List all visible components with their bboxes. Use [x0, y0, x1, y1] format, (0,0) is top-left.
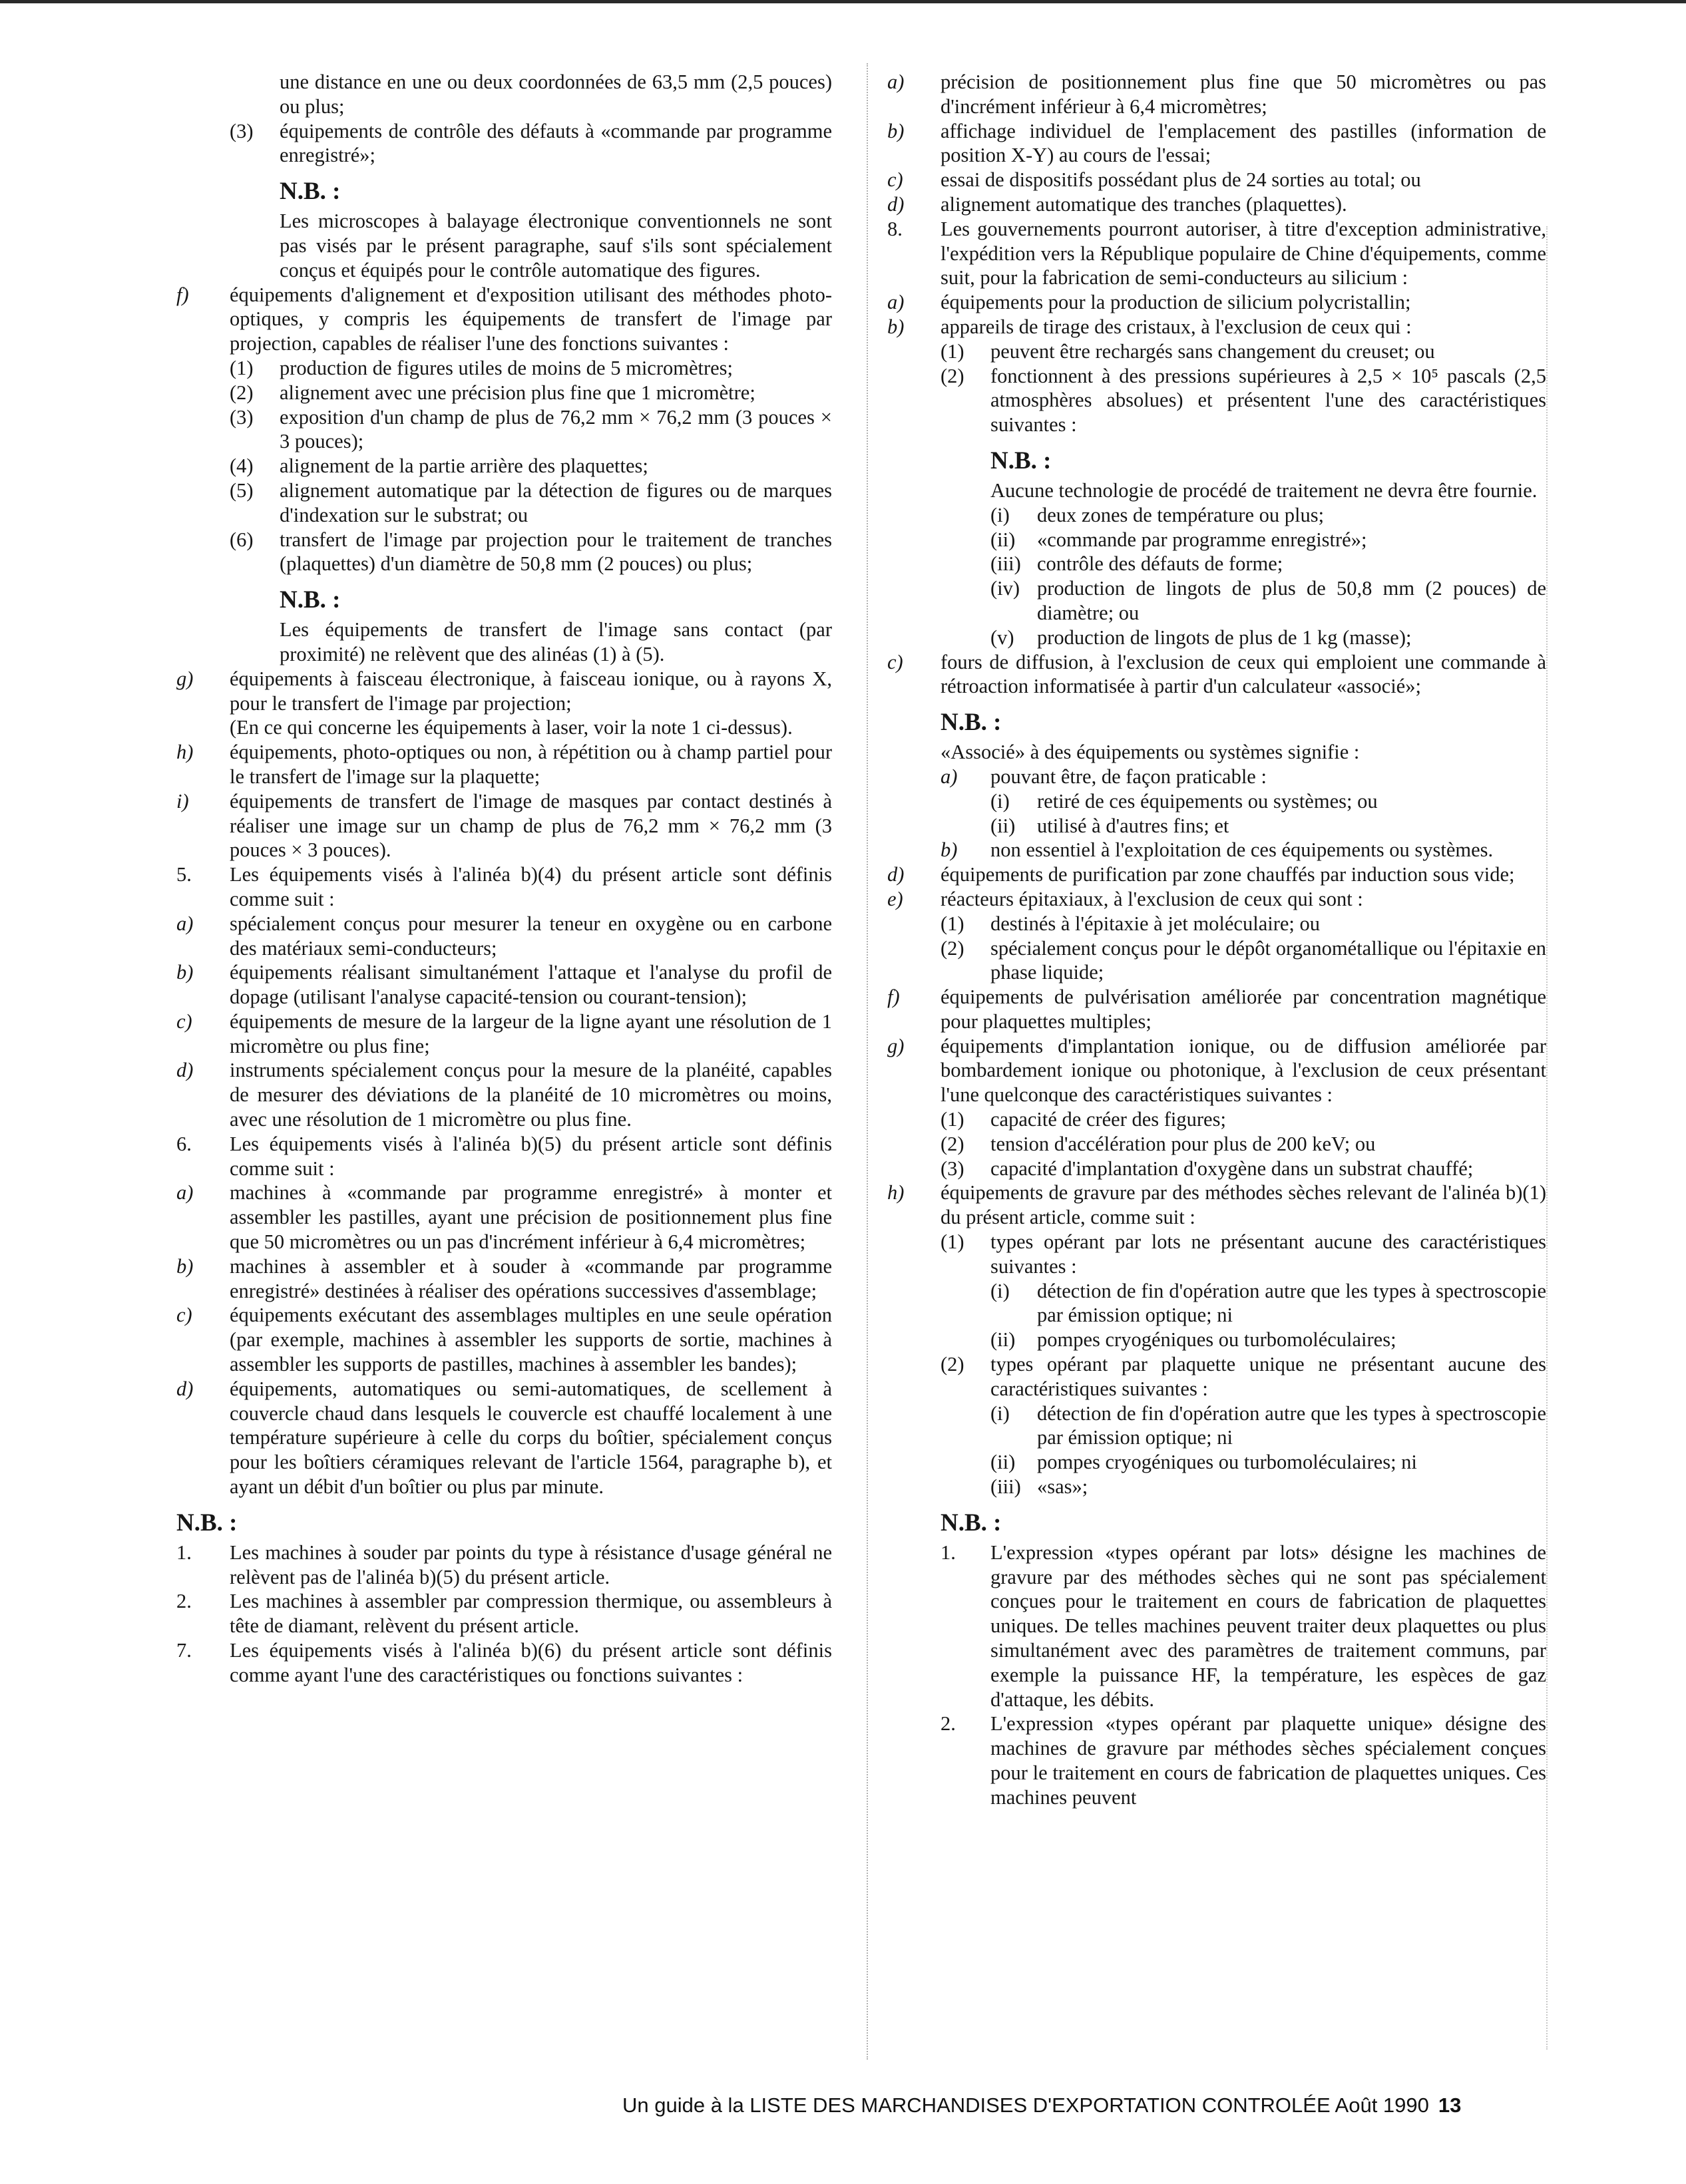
item-text: équipements réalisant simultanément l'attaque et l'analyse du profil de dopage (utilisant l'analyse capacité-tension ou courant-tension); [230, 961, 832, 1009]
item-text: alignement automatique des tranches (plaquettes). [941, 192, 1347, 216]
list-item [176, 1589, 832, 1638]
item-text: précision de positionnement plus fine que 50 micromètres ou pas d'incrément inférieur à 6,4 micromètres; [941, 71, 1546, 118]
list-item [990, 1401, 1546, 1451]
item-marker: d) [887, 863, 905, 886]
list-item [176, 1303, 832, 1376]
list-item [176, 912, 832, 961]
list-item [230, 478, 832, 528]
list-item [990, 1475, 1546, 1499]
item-marker: h) [887, 1181, 905, 1204]
list-item [176, 1377, 832, 1499]
item-text: machines à «commande par programme enregistré» à monter et assembler les pastilles, ayant une précision de positionnement plus fine que 50 micromètres ou un pas d'incrément inférieur à 6,4 micromètres; [230, 1181, 832, 1254]
item-text: équipements de purification par zone chauffés par induction sous vide; [941, 863, 1515, 886]
item-text: contrôle des défauts de forme; [1037, 552, 1283, 576]
item-text: L'expression «types opérant par plaquette unique» désigne des machines de gravure par méthodes sèches spécialement conçues pour le traitement en cours de fabrication de plaquettes uniques. Ces machines peuvent [990, 1712, 1546, 1809]
nb-heading: N.B. : [941, 1509, 1002, 1537]
item-marker: 1. [941, 1541, 956, 1564]
item-marker: (3) [230, 405, 254, 429]
item-marker: (i) [990, 1401, 1010, 1425]
paragraph-body: «Associé» à des équipements ou systèmes signifie : [941, 741, 1360, 764]
item-marker: b) [887, 315, 905, 338]
list-item [990, 576, 1546, 626]
list-item [230, 528, 832, 577]
list-item [941, 1230, 1546, 1279]
item-text: exposition d'un champ de plus de 76,2 mm × 76,2 mm (3 pouces × 3 pouces); [280, 405, 832, 453]
item-text: Les équipements visés à l'alinéa b)(4) du présent article sont définis comme suit : [230, 863, 832, 910]
item-text: détection de fin d'opération autre que les types à spectroscopie par émission optique; ni [1037, 1401, 1546, 1449]
list-item [230, 381, 832, 405]
paragraph-body: une distance en une ou deux coordonnées de 63,5 mm (2,5 pouces) ou plus; [280, 71, 832, 118]
list-item [887, 985, 1546, 1034]
numbered-paragraph [176, 862, 832, 912]
item-text: alignement avec une précision plus fine que 1 micromètre; [280, 381, 755, 404]
item-text: équipements de transfert de l'image de masques par contact destinés à réaliser une image sur un champ de plus de 76,2 mm × 76,2 mm (3 pouces × 3 pouces). [230, 789, 832, 862]
list-item [887, 1181, 1546, 1230]
item-text: Les équipements visés à l'alinéa b)(5) du présent article sont définis comme suit : [230, 1132, 832, 1180]
item-text: spécialement conçus pour mesurer la teneur en oxygène ou en carbone des matériaux semi-conducteurs; [230, 912, 832, 960]
item-text: L'expression «types opérant par lots» désigne les machines de gravure par des méthodes sèches qui ne sont pas spécialement conçues pour le traitement en cours de fabrication de plaquettes uniques. De telles machines peuvent traiter deux plaquettes ou plus simultanément avec des paramètres de traitement communs, par exemple la puissance HF, la température, les espèces de gaz d'attaque, les débits. [990, 1541, 1546, 1711]
item-text: réacteurs épitaxiaux, à l'exclusion de ceux qui sont : [941, 887, 1363, 910]
right-margin-line [1546, 226, 1548, 2050]
item-text: instruments spécialement conçus pour la mesure de la planéité, capables de mesurer des déviations de la planéité de 10 micromètres ou moins, avec une résolution de 1 micromètre ou plus fine. [230, 1059, 832, 1131]
list-item [941, 936, 1546, 986]
item-text: Les équipements visés à l'alinéa b)(6) du présent article sont définis comme ayant l'une des caractéristiques ou fonctions suivantes : [230, 1639, 832, 1686]
item-text: Les gouvernements pourront autoriser, à titre d'exception administrative, l'expédition vers la République populaire de Chine d'équipements, comme suit, pour la fabrication de semi-conducteurs au silicium : [941, 217, 1546, 289]
list-item [887, 119, 1546, 168]
paragraph-text [280, 618, 832, 667]
item-text: pompes cryogéniques ou turbomoléculaires; [1037, 1328, 1396, 1352]
footer-title: Un guide à la LISTE DES MARCHANDISES D'EXPORTATION CONTROLÉE Août 1990 [622, 2093, 1429, 2117]
item-text: affichage individuel de l'emplacement des pastilles (information de position X-Y) au cours de l'essai; [941, 119, 1546, 167]
item-marker: (2) [941, 364, 964, 387]
item-marker: 1. [176, 1541, 192, 1564]
list-item [230, 454, 832, 478]
item-text: fours de diffusion, à l'exclusion de ceux qui emploient une commande à rétroaction informatisée à partir d'un calculateur «associé»; [941, 650, 1546, 698]
item-marker: (3) [941, 1157, 964, 1180]
item-marker: (i) [990, 1279, 1010, 1302]
item-text: «sas»; [1037, 1475, 1088, 1499]
item-marker: (i) [990, 503, 1010, 526]
list-item [887, 168, 1546, 192]
item-marker: b) [887, 119, 905, 142]
item-marker: 2. [176, 1590, 192, 1613]
list-item [990, 552, 1546, 576]
item-text: équipements, automatiques ou semi-automatiques, de scellement à couvercle chaud dans lesquels le couvercle est chauffé localement à une température supérieure à celle du corps du boîtier, spécialement conçus pour les boîtiers céramiques relevant de l'article 1564, paragraphe b), et ayant un débit d'un boîtier ou plus par minute. [230, 1377, 832, 1499]
paragraph-text [941, 740, 1546, 765]
nb-heading: N.B. : [280, 178, 341, 206]
numbered-paragraph [176, 1638, 832, 1688]
item-text: tension d'accélération pour plus de 200 keV; ou [990, 1132, 1376, 1155]
item-text: production de lingots de plus de 1 kg (masse); [1037, 626, 1412, 649]
item-marker: g) [887, 1034, 905, 1057]
list-item [990, 1450, 1546, 1475]
page-number: 13 [1438, 2093, 1462, 2117]
item-marker: (2) [941, 1132, 964, 1155]
list-item [230, 405, 832, 455]
list-item [941, 912, 1546, 936]
item-marker: c) [176, 1304, 192, 1327]
list-item [990, 1279, 1546, 1328]
item-marker: (ii) [990, 1451, 1016, 1474]
item-marker: (1) [941, 1230, 964, 1254]
list-item [941, 1157, 1546, 1181]
list-item [941, 1712, 1546, 1809]
paragraph-text [280, 70, 832, 119]
paragraph-text [280, 209, 832, 282]
item-text: types opérant par plaquette unique ne présentant aucune des caractéristiques suivantes : [990, 1353, 1546, 1400]
list-item [887, 192, 1546, 217]
item-marker: (6) [230, 528, 254, 551]
item-marker: (1) [941, 339, 964, 363]
item-text: équipements de gravure par des méthodes sèches relevant de l'alinéa b)(1) du présent article, comme suit : [941, 1181, 1546, 1229]
item-marker: i) [176, 789, 189, 813]
item-text: équipements à faisceau électronique, à faisceau ionique, ou à rayons X, pour le transfert de l'image par projection; [230, 667, 832, 715]
item-text: équipements de mesure de la largeur de la ligne ayant une résolution de 1 micromètre ou plus fine; [230, 1009, 832, 1057]
list-item [887, 887, 1546, 912]
item-marker: a) [887, 291, 905, 314]
item-text: production de lingots de plus de 50,8 mm (2 pouces) de diamètre; ou [1037, 577, 1546, 624]
item-text: peuvent être rechargés sans changement du creuset; ou [990, 339, 1435, 363]
item-marker: 8. [887, 217, 903, 240]
item-marker: a) [887, 71, 905, 93]
left-column [176, 70, 832, 1688]
column-divider [867, 63, 868, 2060]
item-text: essai de dispositifs possédant plus de 24 sorties au total; ou [941, 168, 1421, 192]
numbered-paragraph [176, 1132, 832, 1181]
item-marker: 6. [176, 1132, 192, 1155]
item-marker: b) [176, 961, 194, 984]
item-marker: f) [887, 986, 900, 1009]
list-item [990, 626, 1546, 650]
list-item [941, 1352, 1546, 1401]
item-text: fonctionnent à des pressions supérieures à 2,5 × 10⁵ pascals (2,5 atmosphères absolues) et présentent l'une des caractéristiques suivantes : [990, 364, 1546, 437]
item-text: deux zones de température ou plus; [1037, 503, 1325, 526]
list-item [887, 862, 1546, 887]
list-item [941, 1107, 1546, 1132]
item-marker: (3) [230, 119, 254, 142]
list-item [176, 740, 832, 789]
item-marker: (1) [941, 912, 964, 935]
item-text: pompes cryogéniques ou turbomoléculaires; ni [1037, 1451, 1417, 1474]
list-item [887, 650, 1546, 699]
item-text: équipements pour la production de silicium polycristallin; [941, 291, 1411, 314]
item-text: équipements d'implantation ionique, ou de diffusion améliorée par bombardement ionique ou photonique, à l'exclusion de ceux présentant l'une quelconque des caractéristiques suivantes : [941, 1034, 1546, 1107]
item-marker: (ii) [990, 528, 1016, 551]
item-marker: b) [176, 1254, 194, 1278]
list-item [990, 789, 1546, 814]
item-marker: c) [887, 168, 903, 192]
item-marker: a) [176, 1181, 194, 1204]
list-item [941, 339, 1546, 364]
item-text: machines à assembler et à souder à «commande par programme enregistré» destinées à réaliser des opérations successives d'assemblage; [230, 1254, 832, 1302]
list-item [990, 814, 1546, 838]
list-item [990, 1328, 1546, 1352]
item-marker: (4) [230, 455, 254, 478]
nb-heading: N.B. : [176, 1509, 238, 1537]
item-marker: (1) [941, 1108, 964, 1131]
list-item [941, 765, 1546, 789]
item-marker: e) [887, 887, 903, 910]
list-item [941, 1132, 1546, 1157]
list-item [941, 364, 1546, 437]
item-text: capacité de créer des figures; [990, 1108, 1226, 1131]
list-item [176, 1541, 832, 1590]
list-item [176, 960, 832, 1009]
item-text: destinés à l'épitaxie à jet moléculaire; ou [990, 912, 1320, 935]
list-item [887, 1034, 1546, 1107]
paragraph-text [230, 715, 832, 740]
list-item [941, 838, 1546, 862]
paragraph-body: Aucune technologie de procédé de traitement ne devra être fournie. [990, 478, 1538, 502]
list-item [176, 1058, 832, 1131]
item-text: pouvant être, de façon praticable : [990, 765, 1267, 788]
item-text: spécialement conçus pour le dépôt organométallique ou l'épitaxie en phase liquide; [990, 936, 1546, 984]
item-marker: (v) [990, 626, 1014, 649]
page-footer [622, 2093, 1568, 2117]
item-marker: 7. [176, 1639, 192, 1662]
item-text: équipements de pulvérisation améliorée par concentration magnétique pour plaquettes multiples; [941, 986, 1546, 1033]
item-marker: a) [941, 765, 958, 788]
item-marker: h) [176, 741, 194, 764]
item-marker: (iii) [990, 1475, 1021, 1499]
item-marker: (i) [990, 789, 1010, 813]
paragraph-body: (En ce qui concerne les équipements à laser, voir la note 1 ci-dessus). [230, 716, 793, 739]
item-marker: 5. [176, 863, 192, 886]
item-marker: (5) [230, 478, 254, 502]
list-item [990, 528, 1546, 552]
top-border [0, 0, 1686, 3]
item-text: utilisé à d'autres fins; et [1037, 814, 1229, 837]
item-text: équipements exécutant des assemblages multiples en une seule opération (par exemple, machines à assembler les supports de sortie, machines à assembler les supports de pastilles, machines à assembler les bandes); [230, 1304, 832, 1376]
item-text: détection de fin d'opération autre que les types à spectroscopie par émission optique; ni [1037, 1279, 1546, 1327]
item-marker: (2) [230, 381, 254, 404]
item-text: transfert de l'image par projection pour le traitement de tranches (plaquettes) d'un diamètre de 50,8 mm (2 pouces) ou plus; [280, 528, 832, 576]
item-marker: f) [176, 283, 189, 306]
item-marker: g) [176, 667, 194, 690]
item-marker: c) [887, 650, 903, 673]
nb-heading: N.B. : [990, 447, 1052, 474]
paragraph-body: Les microscopes à balayage électronique conventionnels ne sont pas visés par le présent paragraphe, sauf s'ils sont spécialement conçus et équipés pour le contrôle automatique des figures. [280, 210, 832, 281]
item-text: alignement automatique par la détection de figures ou de marques d'indexation sur le substrat; ou [280, 478, 832, 526]
item-text: types opérant par lots ne présentant aucune des caractéristiques suivantes : [990, 1230, 1546, 1278]
item-text: «commande par programme enregistré»; [1037, 528, 1367, 551]
item-text: alignement de la partie arrière des plaquettes; [280, 455, 648, 478]
item-text: Les machines à souder par points du type à résistance d'usage général ne relèvent pas de l'alinéa b)(5) du présent article. [230, 1541, 832, 1588]
item-text: équipements, photo-optiques ou non, à répétition ou à champ partiel pour le transfert de l'image sur la plaquette; [230, 741, 832, 788]
item-text: capacité d'implantation d'oxygène dans un substrat chauffé; [990, 1157, 1474, 1180]
list-item [176, 667, 832, 716]
item-marker: d) [887, 192, 905, 216]
item-text: production de figures utiles de moins de 5 micromètres; [280, 356, 734, 379]
list-item [230, 356, 832, 381]
item-marker: b) [941, 838, 958, 862]
list-item [176, 1254, 832, 1304]
item-text: équipements d'alignement et d'exposition utilisant des méthodes photo-optiques, y compris les équipements de transfert de l'image par projection, capables de réaliser l'une des fonctions suivantes : [230, 283, 832, 355]
list-item [887, 290, 1546, 315]
paragraph-text [990, 478, 1546, 503]
item-marker: (iv) [990, 577, 1020, 600]
list-item [176, 1181, 832, 1254]
item-marker: 2. [941, 1712, 956, 1735]
numbered-paragraph [887, 217, 1546, 290]
item-marker: d) [176, 1059, 194, 1082]
nb-heading: N.B. : [280, 586, 341, 614]
list-item [176, 789, 832, 862]
paragraph-body: Les équipements de transfert de l'image sans contact (par proximité) ne relèvent que des alinéas (1) à (5). [280, 618, 832, 665]
nb-heading: N.B. : [941, 709, 1002, 737]
item-marker: (2) [941, 1353, 964, 1376]
list-item [176, 1009, 832, 1059]
item-marker: (ii) [990, 1328, 1016, 1352]
list-item [941, 1541, 1546, 1712]
list-item [990, 503, 1546, 528]
item-text: équipements de contrôle des défauts à «commande par programme enregistré»; [280, 119, 832, 167]
item-marker: a) [176, 912, 194, 935]
item-text: retiré de ces équipements ou systèmes; ou [1037, 789, 1378, 813]
item-marker: (1) [230, 356, 254, 379]
list-item [176, 283, 832, 356]
list-item [230, 119, 832, 168]
item-text: Les machines à assembler par compression thermique, ou assembleurs à tête de diamant, relèvent du présent article. [230, 1590, 832, 1638]
list-item [887, 70, 1546, 119]
item-marker: (2) [941, 936, 964, 960]
item-marker: (ii) [990, 814, 1016, 837]
item-marker: d) [176, 1377, 194, 1400]
item-marker: (iii) [990, 552, 1021, 576]
item-text: appareils de tirage des cristaux, à l'exclusion de ceux qui : [941, 315, 1412, 338]
list-item [887, 315, 1546, 339]
right-column [887, 70, 1546, 1810]
item-marker: c) [176, 1009, 192, 1033]
item-text: non essentiel à l'exploitation de ces équipements ou systèmes. [990, 838, 1494, 862]
